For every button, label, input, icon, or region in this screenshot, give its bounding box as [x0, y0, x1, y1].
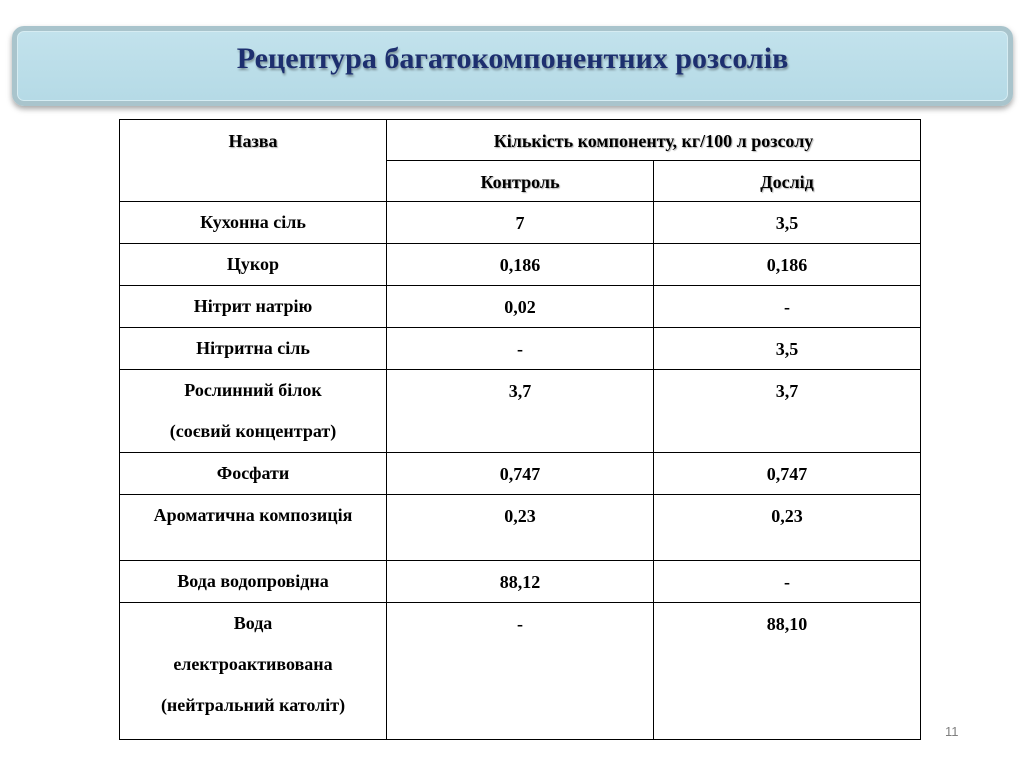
row-name: Вода водопровідна	[120, 561, 387, 603]
table-row	[120, 202, 921, 244]
title-banner	[12, 26, 1013, 106]
row-control-value: -	[387, 603, 654, 740]
row-name: Цукор	[120, 244, 387, 286]
table-row	[120, 244, 921, 286]
table-row	[120, 495, 921, 561]
row-experiment-value: 0,186	[654, 244, 921, 286]
slide-title: Рецептура багатокомпонентних розсолів	[236, 42, 789, 75]
row-experiment-value: 0,747	[654, 453, 921, 495]
row-name: Ароматична композиція	[120, 495, 387, 561]
header-experiment: Дослід	[654, 161, 921, 202]
row-control-value: 0,186	[387, 244, 654, 286]
header-quantity: Кількість компоненту, кг/100 л розсолу	[387, 120, 921, 161]
row-experiment-value: 0,23	[654, 495, 921, 561]
page-number: 11	[945, 724, 959, 739]
row-experiment-value: -	[654, 561, 921, 603]
header-name: Назва	[120, 120, 387, 202]
row-name: Фосфати	[120, 453, 387, 495]
row-control-value: 3,7	[387, 370, 654, 453]
row-control-value: 0,02	[387, 286, 654, 328]
table-row	[120, 370, 921, 453]
row-name: Рослинний білок (соєвий концентрат)	[120, 370, 387, 453]
row-name: Вода електроактивована (нейтральний католіт)	[120, 603, 387, 740]
row-control-value: 0,747	[387, 453, 654, 495]
row-experiment-value: 88,10	[654, 603, 921, 740]
row-name: Нітрит натрію	[120, 286, 387, 328]
header-control: Контроль	[387, 161, 654, 202]
row-name: Нітритна сіль	[120, 328, 387, 370]
row-name: Кухонна сіль	[120, 202, 387, 244]
table-row	[120, 286, 921, 328]
table-row	[120, 453, 921, 495]
table-row	[120, 561, 921, 603]
row-experiment-value: 3,5	[654, 328, 921, 370]
table-row	[120, 328, 921, 370]
row-experiment-value: -	[654, 286, 921, 328]
row-control-value: -	[387, 328, 654, 370]
recipe-table	[119, 119, 921, 740]
row-experiment-value: 3,5	[654, 202, 921, 244]
row-control-value: 88,12	[387, 561, 654, 603]
table-row	[120, 603, 921, 740]
row-control-value: 7	[387, 202, 654, 244]
row-control-value: 0,23	[387, 495, 654, 561]
row-experiment-value: 3,7	[654, 370, 921, 453]
